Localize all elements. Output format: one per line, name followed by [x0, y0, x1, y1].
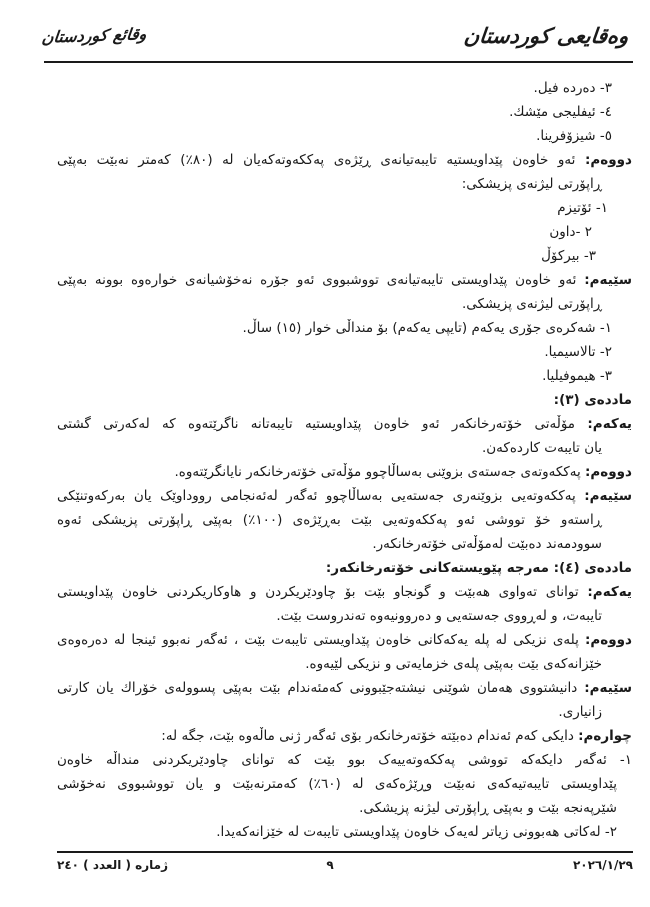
clause-third: سێیەم: ئەو خاوەن پێداویستی تایبەتیانەی تووشبووی ئەو جۆرە نەخۆشیانەی خوارەوە بوونە بەپێی — [57, 272, 632, 288]
clause-continuation: ڕاپۆرتی لیژنەی پزیشکی. — [461, 296, 602, 312]
list-item: ٢- لەکاتی هەبوونی زیاتر لەیەک خاوەن پێداویستی تایبەت لە خێزانەکەیدا. — [216, 824, 617, 840]
masthead — [0, 10, 650, 62]
clause-continuation: تایبەت، و لەڕووی جەستەیی و دەروونیەوە تەندروست بێت. — [276, 608, 602, 624]
list-item-continuation: شێرپەنجە بێت و بەپێی ڕاپۆرتی لیژنە پزیشکی. — [359, 800, 617, 816]
list-item: ١- ئەگەر دایکەکە تووشی پەککەوتەییەک بوو بێت کە توانای چاودێریکردنی منداڵە خاوەن — [57, 752, 632, 768]
clause-continuation: سوودمەند دەبێت لەمۆڵەتی خۆتەرخانکەر. — [372, 536, 602, 552]
list-item: ٣- بیرکۆڵ — [541, 248, 596, 264]
list-item: ٢ -داون — [549, 224, 592, 240]
clause-second: دووەم: پەککەوتەی جەستەی بزوێنی بەساڵاچوو مۆڵەتی خۆتەرخانکەر نایانگرێتەوە. — [174, 464, 632, 480]
article-3-heading: ماددەی (٣): — [553, 392, 632, 408]
list-item: ٥- شیزۆفرینا. — [536, 128, 612, 144]
clause-first: یەکەم: توانای تەواوی هەبێت و گونجاو بێت بۆ چاودێریکردن و هاوکاریکردنی خاوەن پێداویستی — [57, 584, 632, 600]
gazette-emblem-calligraphy: وقائع كوردستان — [40, 24, 148, 47]
clause-second: دووەم: پلەی نزیکی لە پلە یەکەکانی خاوەن پێداویستی تایبەت بێت ، ئەگەر نەبوو ئینجا لە دەرەوەی — [57, 632, 632, 648]
clause-continuation: زانیاری. — [558, 704, 602, 720]
list-item: ١- ئۆتیزم — [557, 200, 608, 216]
page-footer — [57, 856, 633, 876]
issue-number: ژمارە ( العدد ) ٢٤٠ — [57, 858, 168, 872]
clause-continuation: ڕاپۆرتی لیژنەی پزیشکی: — [461, 176, 602, 192]
issue-date: ٢٠٢٦/١/٢٩ — [572, 858, 633, 872]
footer-divider — [57, 851, 633, 853]
header-divider — [44, 61, 633, 63]
clause-third: سێیەم: پەککەوتەیی بزوێنەری جەستەیی بەساڵاچوو ئەگەر لەئەنجامی رووداوێک یان بەرکەوتنێکی — [57, 488, 632, 504]
clause-third: سێیەم: دانیشتووی هەمان شوێنی نیشتەجێبوونی کەمئەندام بێت بەپێی پسوولەی خۆراك یان کارتی — [57, 680, 632, 696]
clause-continuation: یان تایبەت کاردەکەن. — [481, 440, 602, 456]
clause-fourth: چوارەم: دایکی کەم ئەندام دەبێتە خۆتەرخانکەر بۆی ئەگەر ژنی ماڵەوە بێت، جگە لە: — [161, 728, 632, 744]
list-item: ٤- ئیفلیجی مێشك. — [509, 104, 612, 120]
list-item: ٣- هیموفیلیا. — [542, 368, 612, 384]
clause-continuation: ڕاستەو خۆ تووشی ئەو پەککەوتەیی بێت بەڕێژەی (١٠٠٪) بەپێی ڕاپۆرتی پزیشکی ئەوە — [57, 512, 602, 528]
clause-continuation: خێزانەکەی بێت بەپێی پلەی خزمایەتی و نزیکی لێیەوە. — [305, 656, 602, 672]
document-body — [57, 76, 632, 844]
list-item: ٢- تالاسیمیا. — [544, 344, 612, 360]
list-item: ١- شەکرەی جۆری یەکەم (تایپی یەکەم) بۆ منداڵی خوار (١٥) ساڵ. — [242, 320, 612, 336]
list-item-continuation: پێداویستی تایبەتیەکەی نەبێت وڕێژەکەی لە (٦٠٪) کەمترنەبێت و یان تووشبووی نەخۆشی — [57, 776, 618, 792]
list-item: ٣- دەردە فیل. — [533, 80, 612, 96]
clause-first: یەکەم: مۆڵەتی خۆتەرخانکەر ئەو خاوەن پێداویستیە تایبەتانە ناگرێتەوە کە لەکەرتی گشتی — [57, 416, 632, 432]
page-number: ٩ — [326, 858, 334, 872]
clause-second: دووەم: ئەو خاوەن پێداویستیە تایبەتیانەی ڕێژەی پەککەوتەکەیان لە (٨٠٪) کەمتر نەبێت بەپێی — [57, 152, 632, 168]
article-4-heading: ماددەی (٤): مەرجە پێویستەکانی خۆتەرخانکەر: — [325, 560, 632, 576]
gazette-title-calligraphy: وەقايعى كوردستان — [462, 24, 630, 48]
